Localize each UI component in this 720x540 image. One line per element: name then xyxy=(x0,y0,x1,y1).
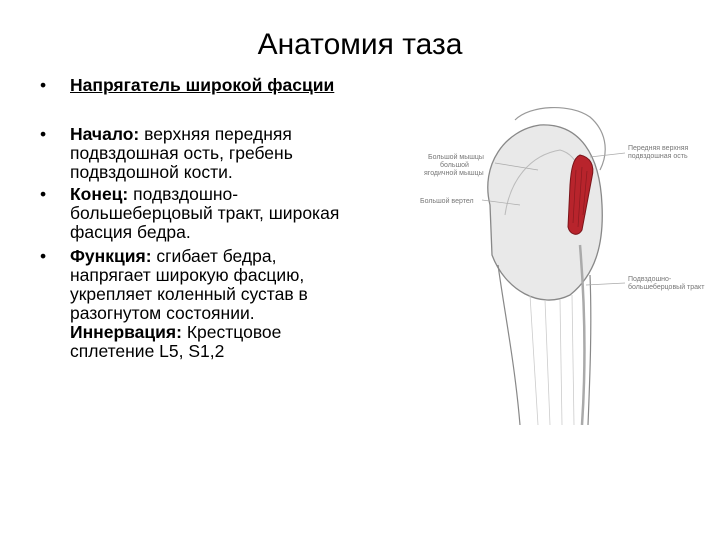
insertion-label: Конец: xyxy=(70,184,129,204)
label-asis-1: Передняя верхняя xyxy=(628,145,689,152)
label-greater-trochanter: Большой вертел xyxy=(420,198,474,205)
function-text: сгибает бедра, xyxy=(151,246,277,266)
label-itt-2: большеберцовый тракт xyxy=(628,284,705,291)
innervation-label: Иннервация: xyxy=(70,322,182,342)
origin-text: подвздошная ость, гребень xyxy=(70,143,293,163)
label-gmed-3: ягодичной мышцы xyxy=(424,170,484,177)
insertion-text: большеберцовый тракт, широкая xyxy=(70,203,340,223)
origin-text: верхняя передняя xyxy=(139,124,292,144)
bullet-marker: • xyxy=(40,184,47,204)
bullet-marker: • xyxy=(40,124,47,144)
insertion-text: фасция бедра. xyxy=(70,222,191,242)
label-gmed-2: большой xyxy=(440,162,469,169)
anatomy-illustration xyxy=(420,95,710,425)
thigh-outline-right xyxy=(588,275,591,425)
function-text: напрягает широкую фасцию, xyxy=(70,265,305,285)
origin-text: подвздошной кости. xyxy=(70,162,233,182)
leader-line-asis xyxy=(590,153,625,157)
function-label: Функция: xyxy=(70,246,152,266)
label-asis-2: подвздошная ость xyxy=(628,153,688,160)
label-gmed-1: Большой мышцы xyxy=(428,154,484,161)
bullet-marker: • xyxy=(40,75,47,95)
insertion-text: подвздошно- xyxy=(128,184,239,204)
innervation-text: сплетение L5, S1,2 xyxy=(70,341,225,361)
hip-thigh-drawing xyxy=(420,95,710,425)
slide-title: Анатомия таза xyxy=(257,28,463,61)
origin-label: Начало: xyxy=(70,124,140,144)
function-text: разогнутом состоянии. xyxy=(70,303,255,323)
innervation-text: Крестцовое xyxy=(181,322,282,342)
function-text: укрепляет коленный сустав в xyxy=(70,284,308,304)
muscle-name-heading: Напрягатель широкой фасции xyxy=(70,75,335,95)
label-itt-1: Подвздошно- xyxy=(628,276,672,283)
leader-line-itt xyxy=(586,283,625,285)
thigh-striations xyxy=(530,295,574,425)
bullet-marker: • xyxy=(40,246,47,266)
